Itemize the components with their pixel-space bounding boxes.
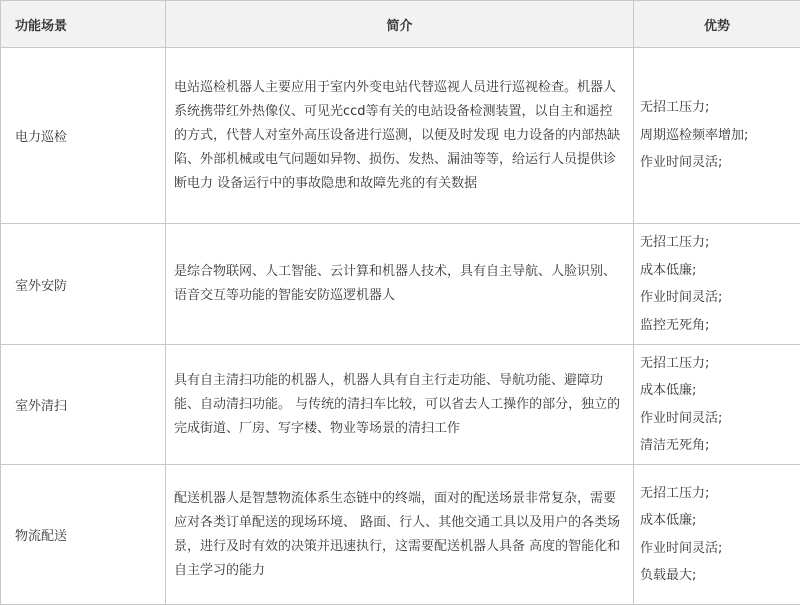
table-row xyxy=(1,465,800,605)
advantage-item: 清洁无死角; xyxy=(640,432,796,460)
advantage-item: 无招工压力; xyxy=(640,480,796,508)
header-scene: 功能场景 xyxy=(1,1,166,48)
scene-cell: 室外安防 xyxy=(1,224,166,345)
advantage-item: 成本低廉; xyxy=(640,257,796,285)
scene-cell: 室外清扫 xyxy=(1,345,166,465)
intro-cell: 电站巡检机器人主要应用于室内外变电站代替巡视人员进行巡视检查。机器人系统携带红外热像仪、可见光ccd等有关的电站设备检测装置，以自主和遥控的方式，代替人对室外高压设备进行巡测，以便及时发现 电力设备的内部热缺陷、外部机械或电气问题如异物、损伤、发热、漏油等等，给运行人员提供诊断电力 设备运行中的事故隐患和故障先兆的有关数据 xyxy=(166,48,634,224)
table-header-row xyxy=(1,1,800,48)
scene-cell: 电力巡检 xyxy=(1,48,166,224)
table-row xyxy=(1,224,800,345)
advantage-item: 成本低廉; xyxy=(640,507,796,535)
advantage-item: 作业时间灵活; xyxy=(640,405,796,433)
intro-cell: 配送机器人是智慧物流体系生态链中的终端，面对的配送场景非常复杂，需要应对各类订单配送的现场环境、 路面、行人、其他交通工具以及用户的各类场景，进行及时有效的决策并迅速执行，这需要配送机器人具备 高度的智能化和自主学习的能力 xyxy=(166,465,634,605)
advantage-item: 无招工压力; xyxy=(640,94,796,122)
advantage-item: 成本低廉; xyxy=(640,377,796,405)
advantages-cell xyxy=(634,224,800,345)
advantage-item: 无招工压力; xyxy=(640,229,796,257)
advantage-item: 负载最大; xyxy=(640,562,796,590)
advantages-cell xyxy=(634,48,800,224)
table-row xyxy=(1,48,800,224)
intro-cell: 具有自主清扫功能的机器人，机器人具有自主行走功能、导航功能、避障功能、自动清扫功能。 与传统的清扫车比较，可以省去人工操作的部分，独立的完成街道、厂房、写字楼、物业等场景的清扫工作 xyxy=(166,345,634,465)
header-advantages: 优势 xyxy=(634,1,800,48)
intro-cell: 是综合物联网、人工智能、云计算和机器人技术，具有自主导航、人脸识别、 语音交互等功能的智能安防巡逻机器人 xyxy=(166,224,634,345)
advantage-item: 作业时间灵活; xyxy=(640,149,796,177)
header-intro: 简介 xyxy=(166,1,634,48)
advantage-item: 作业时间灵活; xyxy=(640,535,796,563)
advantage-item: 周期巡检频率增加; xyxy=(640,122,796,150)
advantage-item: 无招工压力; xyxy=(640,350,796,378)
scene-cell: 物流配送 xyxy=(1,465,166,605)
advantage-item: 作业时间灵活; xyxy=(640,284,796,312)
advantage-item: 监控无死角; xyxy=(640,312,796,340)
advantages-cell xyxy=(634,345,800,465)
advantages-cell xyxy=(634,465,800,605)
table-row xyxy=(1,345,800,465)
